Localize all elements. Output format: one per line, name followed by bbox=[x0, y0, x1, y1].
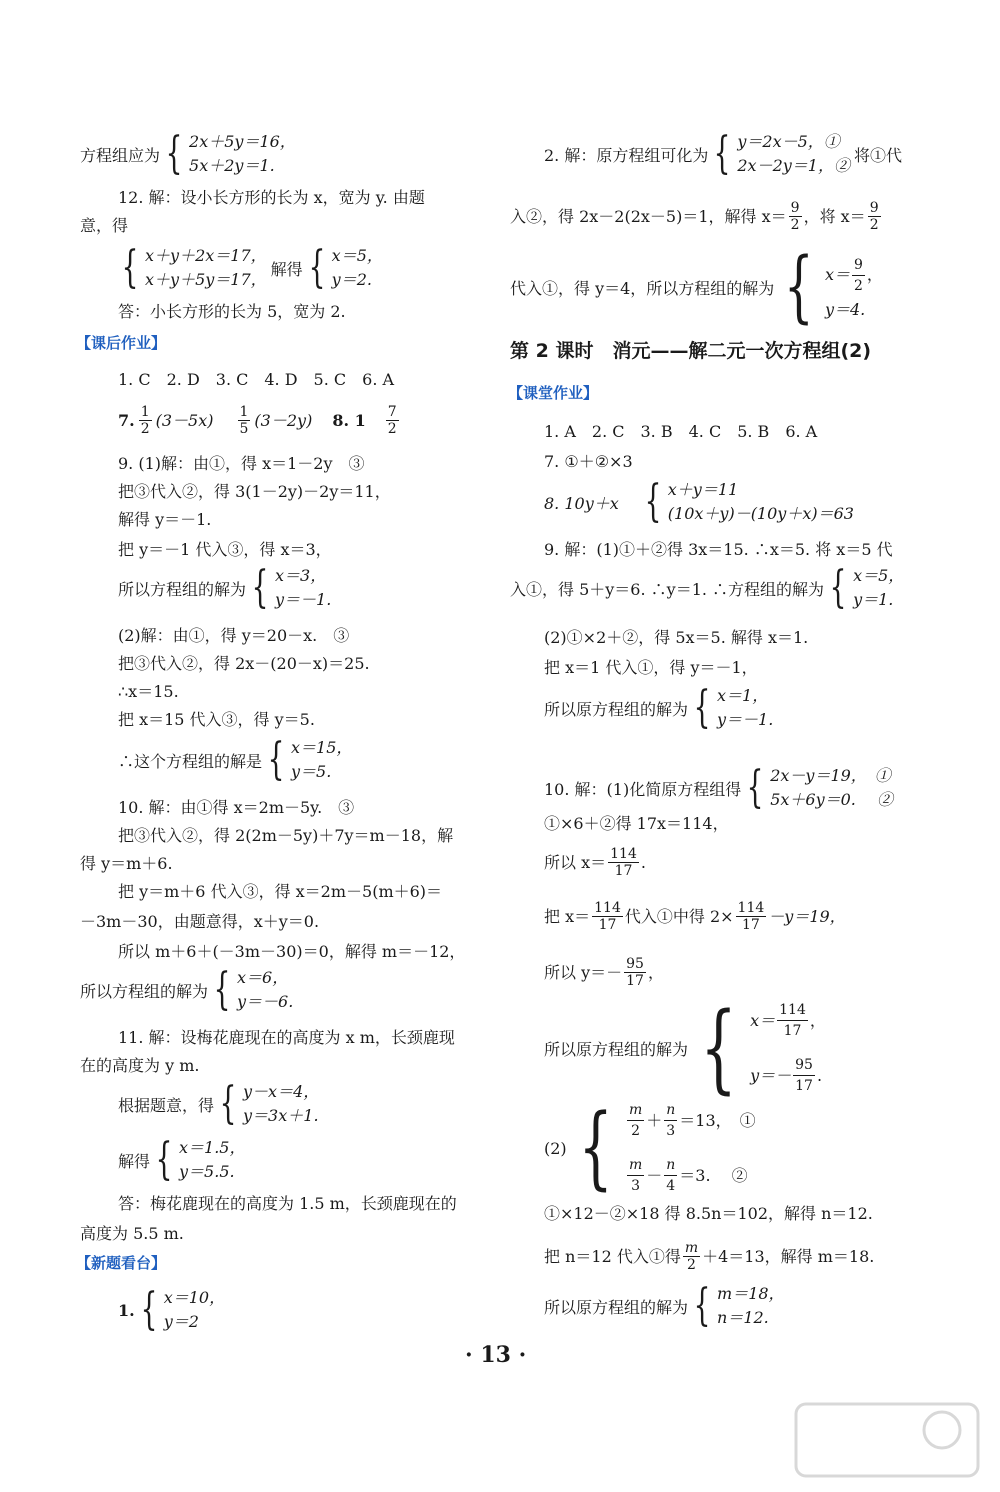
watermark-icon bbox=[792, 1400, 982, 1480]
q10-line6: 所以 m＋6＋(－3m－30)＝0，解得 m＝－12， bbox=[118, 942, 466, 961]
r-q10b-system: (2) { $\frac{m}{2}$ ＋ $\frac{n}{3}$ ＝13， ① $\frac{m}{3}$ － $\frac{n}{4}$ ＝3. ② bbox=[544, 1095, 756, 1200]
r-q10b-solution: 所以原方程组的解为 { m＝18， n＝12. bbox=[544, 1280, 785, 1331]
q9-line3: 解得 y＝－1. bbox=[118, 510, 212, 529]
r-q9-line3: (2)①×2＋②，得 5x＝5. 解得 x＝1. bbox=[544, 628, 809, 647]
q10-line3: 得 y＝m＋6. bbox=[80, 854, 173, 873]
r-q8: 8. 10y＋x { x＋y＝11 (10x＋y)－(10y＋x)＝63 bbox=[544, 476, 854, 527]
r-q9-solution2: 所以原方程组的解为 { x＝1， y＝－1. bbox=[544, 682, 774, 733]
q11-solution: 解得 { x＝1.5， y＝5.5. bbox=[118, 1134, 246, 1185]
prev-system: 方程组应为 { 2x＋5y＝16， 5x＋2y＝1. bbox=[80, 128, 296, 179]
r-q10-line2: 所以 x＝ $\frac{114}{17}$ . bbox=[544, 846, 646, 879]
q11-line2: 在的高度为 y m. bbox=[80, 1056, 200, 1075]
new-q1: 1. { x＝10， y＝2 bbox=[118, 1284, 226, 1335]
section-new-questions: 【新题看台】 bbox=[76, 1254, 167, 1272]
q7-line: 7. $\frac{1}{2}$ (3－5x) $\frac{1}{5}$ (3－2y) 8. 1 $\frac{7}{2}$ bbox=[118, 404, 397, 437]
choices-after: 1. C 2. D 3. C 4. D 5. C 6. A bbox=[118, 370, 395, 389]
q9-line7: ∴x＝15. bbox=[118, 682, 179, 701]
q12-line1: 12. 解：设小长方形的长为 x，宽为 y. 由题 bbox=[118, 188, 425, 207]
q10-line5: －3m－30，由题意得，x＋y＝0. bbox=[80, 912, 320, 931]
r2-solution: 代入①，得 y＝4，所以方程组的解为 { x＝ $\frac{9}{2}$ ， y＝4. bbox=[510, 242, 883, 332]
section-in-class: 【课堂作业】 bbox=[508, 384, 599, 402]
q11-answer2: 高度为 5.5 m. bbox=[80, 1224, 184, 1243]
q11-answer1: 答：梅花鹿现在的高度为 1.5 m，长颈鹿现在的 bbox=[118, 1194, 457, 1213]
r-q9-line1: 9. 解：(1)①＋②得 3x＝15. ∴x＝5. 将 x＝5 代 bbox=[544, 540, 893, 559]
q9-line6: 把③代入②，得 2x－(20－x)＝25. bbox=[118, 654, 370, 673]
choices-class: 1. A 2. C 3. B 4. C 5. B 6. A bbox=[544, 422, 818, 441]
q10-line1: 10. 解：由①得 x＝2m－5y. ③ bbox=[118, 798, 355, 817]
q12-system: { x＋y＋2x＝17， x＋y＋5y＝17， 解得 { x＝5， y＝2. bbox=[121, 242, 383, 293]
q12-line2: 意，得 bbox=[80, 216, 129, 235]
lesson-title: 第 2 课时 消元——解二元一次方程组(2) bbox=[510, 340, 872, 362]
q9-line1: 9. (1)解：由①，得 x＝1－2y ③ bbox=[118, 454, 365, 473]
q10-line4: 把 y＝m＋6 代入③，得 x＝2m－5(m＋6)＝ bbox=[118, 882, 443, 901]
page-number: · 13 · bbox=[465, 1342, 527, 1368]
r2-system: 2. 解：原方程组可化为 { y＝2x－5，① 2x－2y＝1，② 将①代 bbox=[544, 128, 902, 179]
q11-line1: 11. 解：设梅花鹿现在的高度为 x m，长颈鹿现 bbox=[118, 1028, 455, 1047]
r-q10-line1: ①×6＋②得 17x＝114， bbox=[544, 814, 729, 833]
q9-line5: (2)解：由①，得 y＝20－x. ③ bbox=[118, 626, 350, 645]
q9-solution1: 所以方程组的解为 { x＝3， y＝－1. bbox=[118, 562, 332, 613]
r-q9-line2: 入①，得 5＋y＝6. ∴y＝1. ∴方程组的解为 { x＝5， y＝1. bbox=[510, 562, 905, 613]
r-q10-line3: 把 x＝ $\frac{114}{17}$ 代入①中得 2× $\frac{114}{17}$ －y＝19， bbox=[544, 900, 846, 933]
r2-line2: 入②，得 2x－2(2x－5)＝1，解得 x＝ $\frac{9}{2}$ ，将 x＝ $\frac{9}{2}$ bbox=[510, 200, 879, 233]
q12-answer: 答：小长方形的长为 5，宽为 2. bbox=[118, 302, 346, 321]
r-q10-line4: 所以 y＝－ $\frac{95}{17}$ ， bbox=[544, 956, 664, 989]
r-q10-system: 10. 解：(1)化简原方程组得 { 2x－y＝19， ① 5x＋6y＝0. ② bbox=[544, 762, 893, 813]
q11-system: 根据题意，得 { y－x＝4， y＝3x＋1. bbox=[118, 1078, 320, 1129]
r-q7: 7. ①＋②×3 bbox=[544, 452, 633, 471]
q10-solution: 所以方程组的解为 { x＝6， y＝－6. bbox=[80, 964, 294, 1015]
q9-line8: 把 x＝15 代入③，得 y＝5. bbox=[118, 710, 315, 729]
section-after-class: 【课后作业】 bbox=[76, 334, 167, 352]
r-q10b-line2: 把 n＝12 代入①得 $\frac{m}{2}$ ＋4＝13，解得 m＝18. bbox=[544, 1240, 875, 1273]
q10-line2: 把③代入②，得 2(2m－5y)＋7y＝m－18，解 bbox=[118, 826, 454, 845]
q9-line2: 把③代入②，得 3(1－2y)－2y＝11， bbox=[118, 482, 391, 501]
r-q9-line4: 把 x＝1 代入①，得 y＝－1， bbox=[544, 658, 758, 677]
q9-line4: 把 y＝－1 代入③，得 x＝3， bbox=[118, 540, 332, 559]
watermark-logo bbox=[792, 1400, 982, 1480]
q9-solution2: ∴这个方程组的解是 { x＝15， y＝5. bbox=[118, 734, 353, 785]
r-q10b-line1: ①×12－②×18 得 8.5n＝102，解得 n＝12. bbox=[544, 1204, 873, 1223]
r-q10-solution: 所以原方程组的解为 { x＝ $\frac{114}{17}$ ， y＝－ $\frac{95}{17}$ . bbox=[544, 992, 826, 1104]
